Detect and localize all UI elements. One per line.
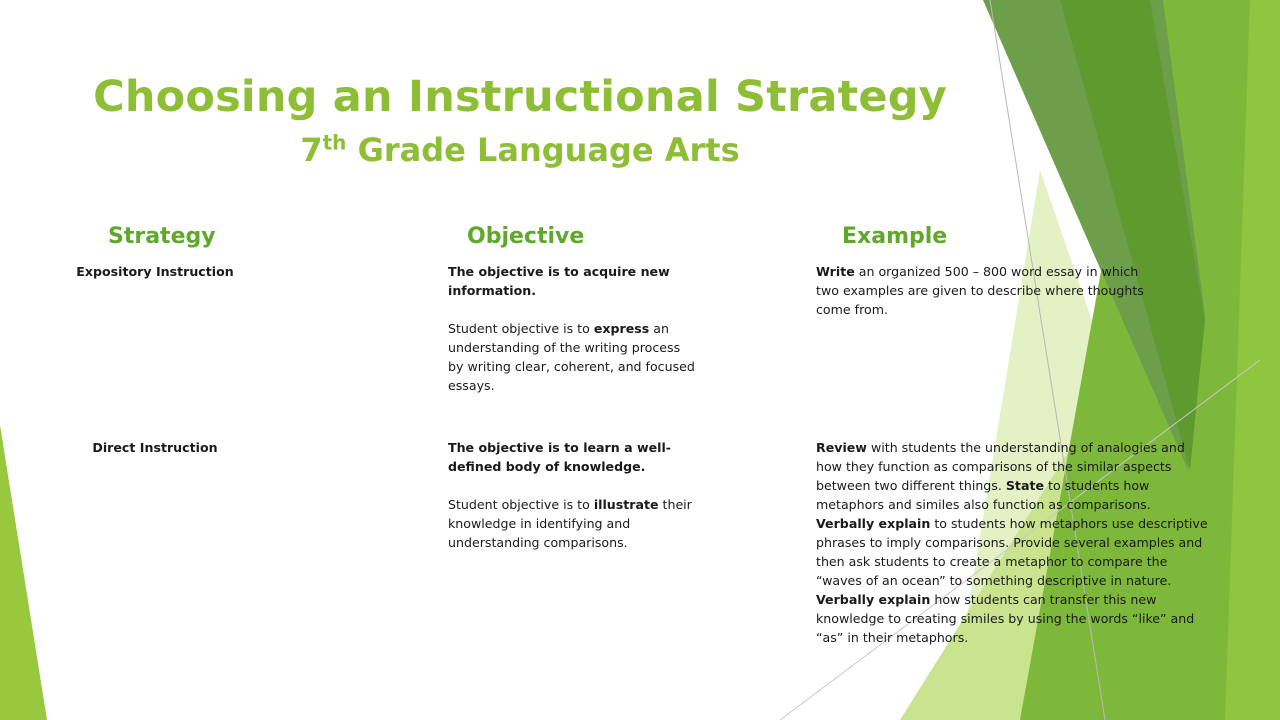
row1-example — [816, 262, 1156, 319]
row1-objective-statement: The objective is to acquire new information. — [448, 264, 670, 298]
row2-example-para2 — [816, 514, 1211, 590]
row2-strategy: Direct Instruction — [92, 440, 218, 455]
subtitle-ordinal: th — [322, 130, 347, 155]
slide-subtitle — [0, 131, 1040, 169]
row2-objective-lead: Student objective is to — [448, 497, 594, 512]
row2-example — [816, 438, 1211, 647]
row2-student-objective — [448, 495, 698, 552]
header-strategy: Strategy — [108, 224, 216, 249]
row1-objective — [448, 262, 698, 395]
row1-objective-rest: an understanding of the writing process by writing clear, coherent, and focused essays. — [448, 321, 695, 393]
row2-example-para3 — [816, 590, 1211, 647]
row2-objective-rest: their knowledge in identifying and understanding comparisons. — [448, 497, 692, 550]
left-green-strip — [0, 425, 47, 720]
slide-title: Choosing an Instructional Strategy — [93, 72, 947, 122]
row1-example-rest: an organized 500 – 800 word essay in which two examples are given to describe where thoughts come from. — [816, 264, 1144, 317]
row1-student-objective — [448, 319, 698, 395]
row2-example-para1 — [816, 438, 1211, 514]
row1-example-text — [816, 262, 1156, 319]
row2-example-text3: to students how metaphors use descriptive phrases to imply comparisons. Provide several examples and then ask students to create a metaphor to compare the “waves of an ocean” to something descriptive in nature. — [816, 516, 1208, 588]
row2-example-key3: Verbally explain — [816, 516, 931, 531]
row1-example-key: Write — [816, 264, 855, 279]
row2-example-key4: Verbally explain — [816, 592, 931, 607]
row2-objective-statement: The objective is to learn a well-defined body of knowledge. — [448, 440, 672, 474]
row2-example-text2: to students how metaphors and similes also function as comparisons. — [816, 478, 1151, 512]
row2-objective — [448, 438, 698, 552]
subtitle-grade-number: 7 — [300, 131, 323, 169]
row2-example-text4: how students can transfer this new knowledge to creating similes by using the words “like” and “as” in their metaphors. — [816, 592, 1195, 645]
row2-example-key2: State — [1005, 478, 1045, 493]
row1-objective-lead: Student objective is to — [448, 321, 594, 336]
row1-strategy: Expository Instruction — [76, 264, 234, 279]
row2-objective-key: illustrate — [593, 497, 659, 512]
header-objective: Objective — [467, 224, 585, 249]
row2-example-key1: Review — [816, 440, 867, 455]
subtitle-text: Grade Language Arts — [346, 131, 740, 169]
row2-example-text1: with students the understanding of analogies and how they function as comparisons of the similar aspects between two different things. — [816, 440, 1185, 493]
row1-objective-key: express — [593, 321, 650, 336]
header-example: Example — [842, 224, 948, 249]
